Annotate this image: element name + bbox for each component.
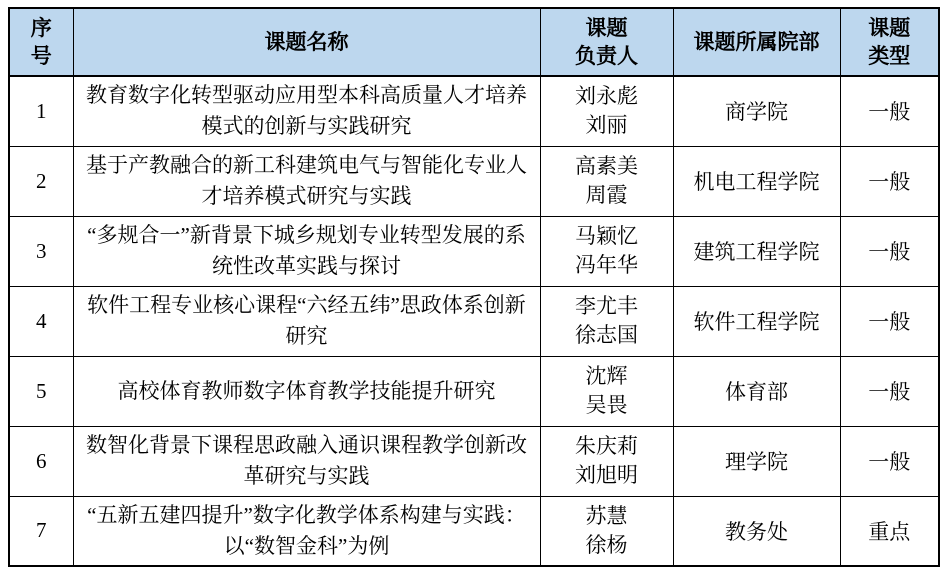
header-title-line1: 课题名称 [264,30,349,54]
cell-topic-type: 一般 [840,356,939,426]
table-row [9,426,939,496]
table-row [9,496,939,566]
cell-topic-leaders [540,286,673,356]
cell-topic-title: 数智化背景下课程思政融入通识课程教学创新改革研究与实践 [73,426,540,496]
cell-topic-leaders [540,496,673,566]
cell-topic-leaders [540,216,673,286]
header-no-line1: 序 [30,16,52,40]
cell-topic-title: “五新五建四提升”数字化教学体系构建与实践：以“数智金科”为例 [73,496,540,566]
leader-name: 徐志国 [575,323,638,347]
cell-department: 机电工程学院 [673,146,840,216]
header-dept-line1: 课题所属院部 [693,30,820,54]
header-no-line2: 号 [30,44,52,68]
leader-name: 高素美 [575,154,638,178]
cell-department: 理学院 [673,426,840,496]
cell-serial-number: 7 [9,496,73,566]
cell-topic-leaders [540,356,673,426]
topic-table [8,7,940,567]
cell-serial-number: 2 [9,146,73,216]
cell-topic-type: 一般 [840,426,939,496]
header-leader-line1: 课题 [585,16,628,40]
cell-serial-number: 3 [9,216,73,286]
cell-topic-leaders [540,146,673,216]
leader-name: 吴畏 [585,393,628,417]
cell-topic-type: 一般 [840,76,939,146]
leader-name: 沈辉 [585,364,628,388]
leader-name: 李尤丰 [575,294,638,318]
cell-serial-number: 1 [9,76,73,146]
cell-serial-number: 5 [9,356,73,426]
table-row [9,146,939,216]
leader-name: 朱庆莉 [575,434,638,458]
leader-name: 刘永彪 [575,84,638,109]
header-col-type [840,8,939,76]
cell-topic-title: 教育数字化转型驱动应用型本科高质量人才培养模式的创新与实践研究 [73,76,540,146]
leader-name: 刘旭明 [575,463,638,487]
cell-topic-title: 基于产教融合的新工科建筑电气与智能化专业人才培养模式研究与实践 [73,146,540,216]
cell-topic-type: 一般 [840,146,939,216]
cell-topic-title: 软件工程专业核心课程“六经五纬”思政体系创新研究 [73,286,540,356]
cell-department: 体育部 [673,356,840,426]
header-col-title [73,8,540,76]
header-col-dept [673,8,840,76]
cell-serial-number: 6 [9,426,73,496]
cell-topic-type: 一般 [840,216,939,286]
leader-name: 马颖忆 [575,224,638,248]
cell-department: 软件工程学院 [673,286,840,356]
cell-department: 教务处 [673,496,840,566]
table-row [9,76,939,146]
cell-topic-leaders [540,76,673,146]
cell-topic-type: 一般 [840,286,939,356]
header-type-line2: 类型 [868,44,911,68]
cell-topic-leaders [540,426,673,496]
leader-name: 周霞 [585,183,628,207]
cell-topic-title: “多规合一”新背景下城乡规划专业转型发展的系统性改革实践与探讨 [73,216,540,286]
header-col-no [9,8,73,76]
leader-name: 苏慧 [585,503,628,528]
cell-department: 建筑工程学院 [673,216,840,286]
cell-topic-title: 高校体育教师数字体育教学技能提升研究 [73,356,540,426]
cell-serial-number: 4 [9,286,73,356]
table-header-row [9,8,939,76]
cell-topic-type: 重点 [840,496,939,566]
leader-name: 冯年华 [575,253,638,277]
table-row [9,356,939,426]
leader-name: 刘丽 [585,113,628,138]
header-leader-line2: 负责人 [575,44,638,68]
table-row [9,216,939,286]
header-type-line1: 课题 [868,16,911,40]
table-row [9,286,939,356]
cell-department: 商学院 [673,76,840,146]
header-col-leader [540,8,673,76]
leader-name: 徐杨 [585,532,628,557]
